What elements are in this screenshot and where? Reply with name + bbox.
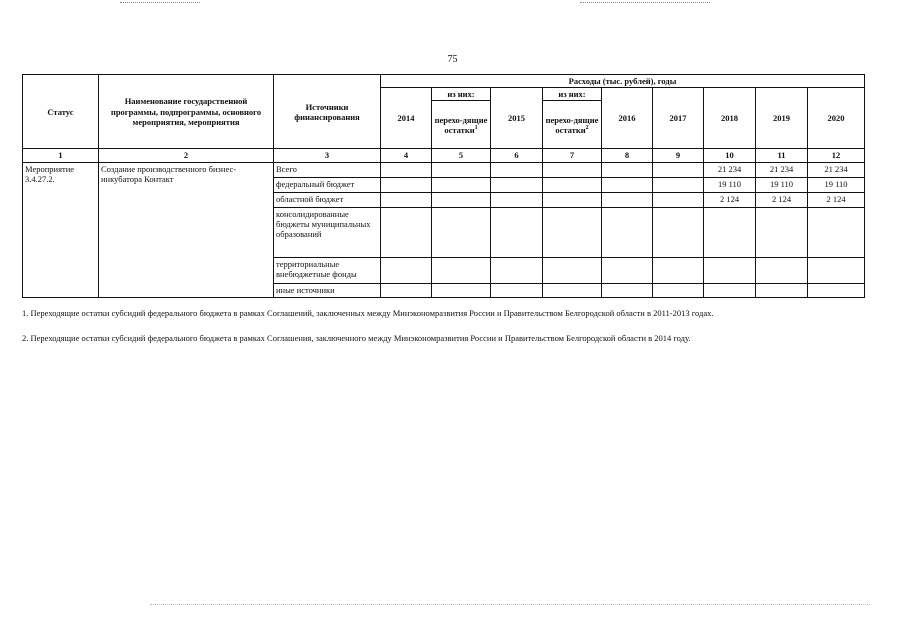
status-cell: Мероприятие 3.4.27.2. <box>23 162 99 297</box>
header-sources: Источники финансирования <box>274 75 381 149</box>
source-label: консолидированные бюджеты муниципальных образований <box>274 207 381 257</box>
header-name: Наименование государственной программы, подпрограммы, основного мероприятия, мероприятия <box>99 75 274 149</box>
header-year: 2014 <box>381 88 432 149</box>
footnote-1: 1. Переходящие остатки субсидий федерального бюджета в рамках Соглашений, заключенных между Минэкономразвития России и Правительством Белгородской области в 2011-2013 годах. <box>22 308 714 318</box>
value-2019: 2 124 <box>756 192 808 207</box>
value-2020: 2 124 <box>808 192 865 207</box>
table-row <box>23 162 865 177</box>
value-2020: 21 234 <box>808 162 865 177</box>
scan-artifact-top <box>580 2 710 3</box>
budget-table <box>22 74 865 298</box>
source-label: федеральный бюджет <box>274 177 381 192</box>
source-label: иные источники <box>274 283 381 297</box>
source-label: областной бюджет <box>274 192 381 207</box>
value-2019: 21 234 <box>756 162 808 177</box>
value-2018: 21 234 <box>704 162 756 177</box>
footnote-2: 2. Переходящие остатки субсидий федерального бюджета в рамках Соглашения, заключенного между Минэкономразвития России и Правительством Белгородской области в 2014 году. <box>22 333 691 343</box>
header-year: 2018 <box>704 88 756 149</box>
header-expenses: Расходы (тыс. рублей), годы <box>381 75 865 88</box>
scan-artifact-top <box>120 2 200 3</box>
header-year: 2017 <box>653 88 704 149</box>
page-number: 75 <box>447 54 458 65</box>
name-cell: Создание производственного бизнес-инкубатора Контакт <box>99 162 274 297</box>
header-status: Статус <box>23 75 99 149</box>
source-label: Всего <box>274 162 381 177</box>
header-of-which: из них: <box>543 88 602 101</box>
header-year: 2019 <box>756 88 808 149</box>
column-number-row: 1 2 3 4 5 6 7 8 9 10 11 12 <box>23 149 865 162</box>
header-year: 2015 <box>491 88 543 149</box>
value-2020: 19 110 <box>808 177 865 192</box>
header-year: 2020 <box>808 88 865 149</box>
value-2018: 2 124 <box>704 192 756 207</box>
header-carryover-2: перехо-дящие остатки$^2$ <box>543 101 602 149</box>
value-2019: 19 110 <box>756 177 808 192</box>
scan-artifact-bottom <box>150 604 870 605</box>
value-2018: 19 110 <box>704 177 756 192</box>
header-of-which: из них: <box>432 88 491 101</box>
header-carryover-1: перехо-дящие остатки$^1$ <box>432 101 491 149</box>
source-label: территориальные внебюджетные фонды <box>274 257 381 283</box>
header-year: 2016 <box>602 88 653 149</box>
